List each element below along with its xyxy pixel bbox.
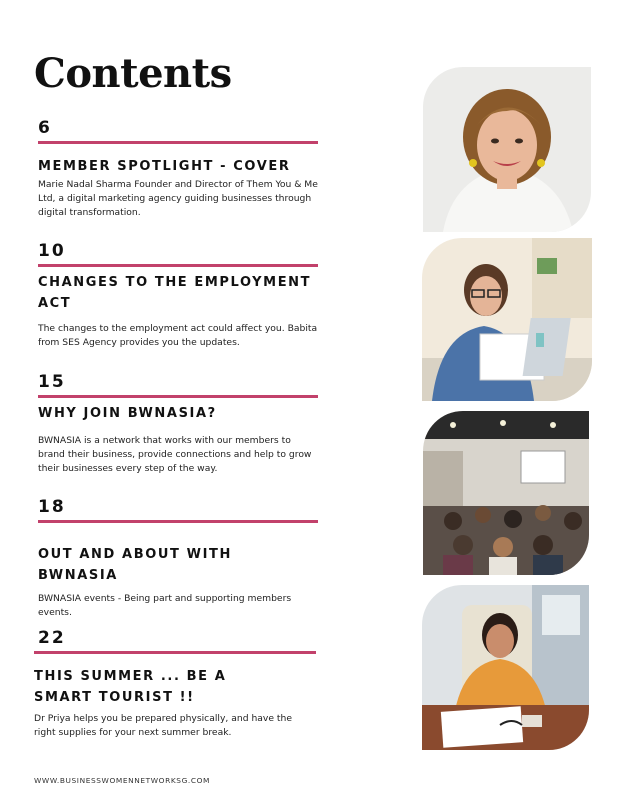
entry-description: Marie Nadal Sharma Founder and Director of Them You & Me Ltd, a digital marketing agency guiding businesses through digital transformation. <box>38 179 318 218</box>
photo-summer-tourist <box>422 585 589 750</box>
page-number: 22 <box>38 628 66 648</box>
entry-description: Dr Priya helps you be prepared physically, and have the right supplies for your next summer break. <box>34 713 292 738</box>
page-number: 6 <box>38 118 52 138</box>
photo-employment-act <box>422 238 592 401</box>
page-title: Contents <box>34 50 232 97</box>
toc-entry-15[interactable] <box>38 372 318 476</box>
page-number: 10 <box>38 241 66 261</box>
entry-heading: THIS SUMMER ... BE A SMART TOURIST !! <box>34 669 227 705</box>
page-number: 15 <box>38 372 66 392</box>
divider-rule <box>34 651 316 654</box>
entry-description: BWNASIA events - Being part and supporting members events. <box>38 593 292 618</box>
divider-rule <box>38 264 318 267</box>
divider-rule <box>38 520 318 523</box>
entry-heading: WHY JOIN BWNASIA? <box>38 406 217 421</box>
toc-entry-10[interactable] <box>38 241 318 350</box>
entry-description: The changes to the employment act could affect you. Babita from SES Agency provides you the updates. <box>38 323 318 348</box>
photo-member-spotlight <box>423 67 591 232</box>
entry-heading: CHANGES TO THE EMPLOYMENT ACT <box>38 275 312 311</box>
page-number: 18 <box>38 497 66 517</box>
divider-rule <box>38 141 318 144</box>
divider-rule <box>38 395 318 398</box>
toc-entry-22[interactable] <box>34 628 316 740</box>
website-footer[interactable]: WWW.BUSINESSWOMENNETWORKSG.COM <box>34 776 210 785</box>
toc-entry-18[interactable] <box>38 497 318 620</box>
entry-heading: OUT AND ABOUT WITH BWNASIA <box>38 547 232 583</box>
entry-heading: MEMBER SPOTLIGHT - COVER <box>38 159 291 174</box>
toc-entry-6[interactable] <box>38 118 318 220</box>
photo-why-join <box>423 411 589 575</box>
entry-description: BWNASIA is a network that works with our members to brand their business, provide connections and help to grow their businesses every step of the way. <box>38 435 312 474</box>
